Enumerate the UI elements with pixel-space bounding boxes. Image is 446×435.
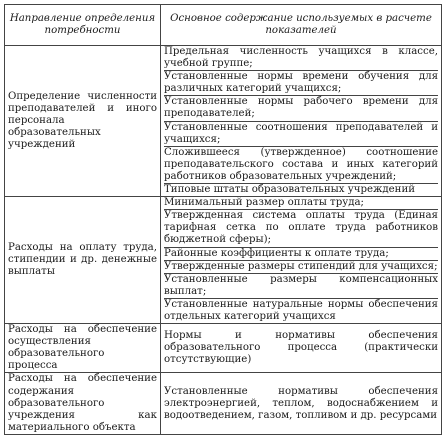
indicator-item: Сложившееся (утвержденное) соотношение преподавательского состава и иных категорий работников образовательных учреждений;: [164, 147, 438, 184]
need-direction-cell: Расходы на обеспечение осуществления образовательного процесса: [5, 324, 161, 373]
indicator-item: Установленные нормы рабочего времени для преподавателей;: [164, 96, 438, 121]
header-need-direction: Направление определения потребности: [5, 5, 161, 46]
indicators-cell: [161, 46, 442, 197]
indicator-item: Нормы и нормативы обеспечения образовательного процесса (практически отсутствующие): [164, 330, 438, 366]
table-row: [5, 46, 442, 197]
indicator-item: Установленные нормативы обеспечения электроэнергией, теплом, водоснабжением и водоотведением, газом, топливом и др. ресурсами: [164, 385, 438, 421]
need-direction-cell: Расходы на обеспечение содержания образовательного учреждения как материального объекта: [5, 373, 161, 434]
need-direction-cell: Определение численности преподавателей и иного персонала образовательных учреждений: [5, 46, 161, 197]
header-indicators-content: Основное содержание используемых в расчете показателей: [161, 5, 442, 46]
indicator-item: Типовые штаты образовательных учреждений: [164, 184, 416, 196]
indicator-item: Установленные натуральные нормы обеспечения отдельных категорий учащихся: [164, 298, 438, 322]
indicator-item: Районные коэффициенты к оплате труда;: [164, 248, 438, 261]
indicator-item: Установленные размеры компенсационных выплат;: [164, 274, 438, 299]
indicator-item: Установленные соотношения преподавателей и учащихся;: [164, 122, 438, 147]
indicator-item: Предельная численность учащихся в классе, учебной группе;: [164, 46, 438, 71]
table-row: [5, 373, 442, 434]
table-row: [5, 324, 442, 373]
indicators-cell: [161, 197, 442, 324]
table-header-row: [5, 5, 442, 46]
indicator-item: Утвержденная система оплаты труда (Единая тарифная сетка по оплате труда работников бюджетной сферы);: [164, 210, 438, 247]
indicators-cell: [161, 373, 442, 434]
indicators-cell: [161, 324, 442, 373]
indicator-item: Утвержденные размеры стипендий для учащихся;: [164, 261, 438, 274]
requirements-table: [4, 4, 442, 435]
need-direction-cell: Расходы на оплату труда, стипендии и др. денежные выплаты: [5, 197, 161, 324]
indicator-item: Установленные нормы времени обучения для различных категорий учащихся;: [164, 71, 438, 96]
table-row: [5, 197, 442, 324]
indicator-item: Минимальный размер оплаты труда;: [164, 197, 438, 210]
